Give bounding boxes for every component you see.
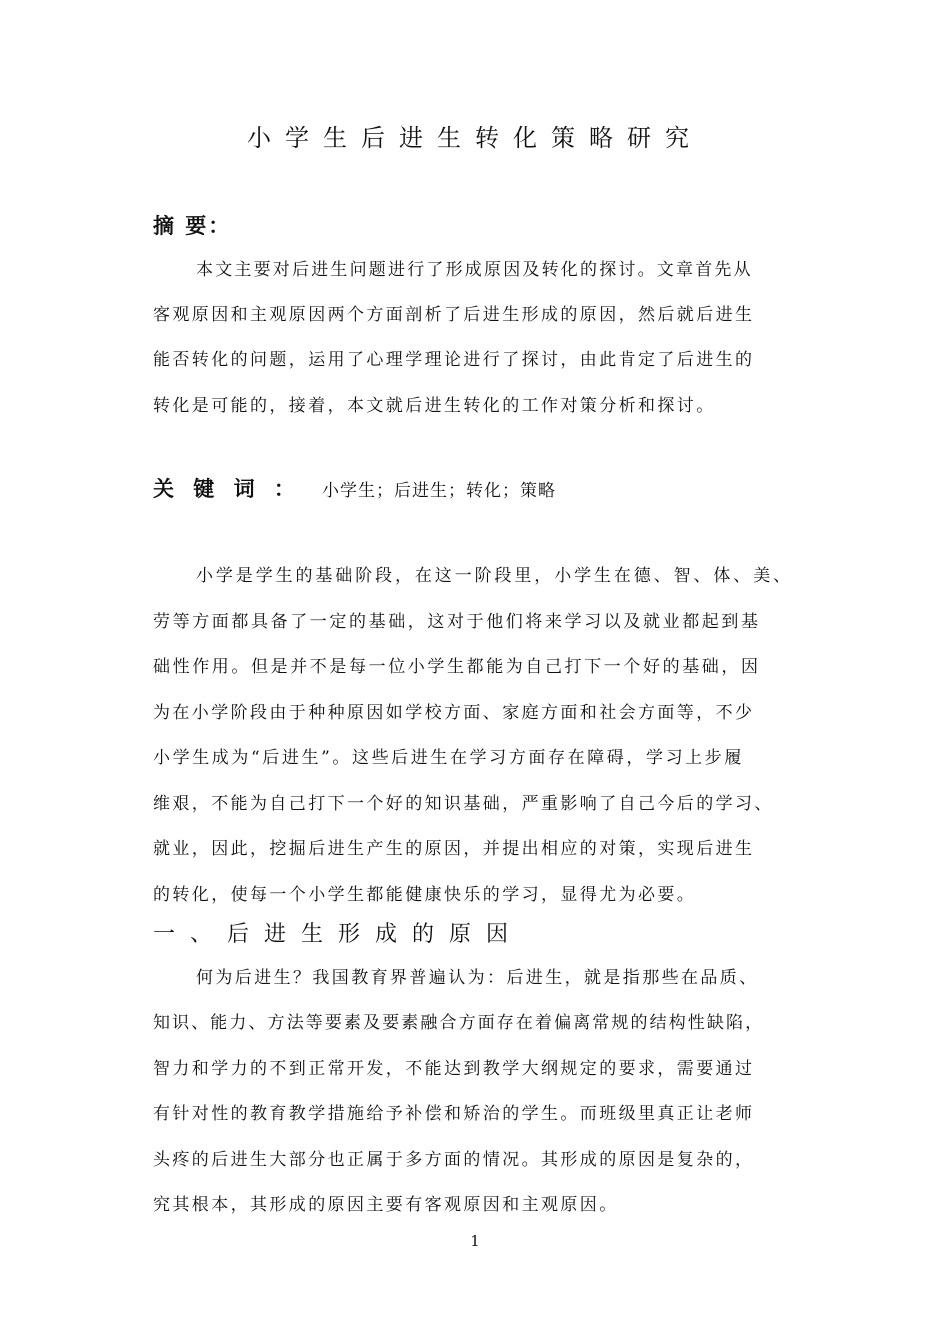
abstract-line: 能否转化的问题，运用了心理学理论进行了探讨，由此肯定了后进生的 (153, 350, 755, 370)
section-line: 究其根本，其形成的原因主要有客观原因和主观原因。 (153, 1195, 619, 1215)
abstract-line: 本文主要对后进生问题进行了形成原因及转化的探讨。文章首先从 (196, 260, 753, 280)
page-number: 1 (470, 1232, 480, 1250)
abstract-heading: 摘 要： (153, 214, 232, 238)
abstract-line: 转化是可能的，接着，本文就后进生转化的工作对策分析和探讨。 (153, 396, 716, 416)
section-heading: 一 、 后 进 生 形 成 的 原 因 (153, 922, 512, 947)
intro-line: 维艰，不能为自己打下一个好的知识基础，严重影响了自己今后的学习、 (153, 794, 774, 814)
section-line: 头疼的后进生大部分也正属于多方面的情况。其形成的原因是复杂的， (153, 1150, 755, 1170)
intro-line: 的转化，使每一个小学生都能健康快乐的学习，显得尤为必要。 (153, 885, 697, 905)
section-line: 智力和学力的不到正常开发，不能达到教学大纲规定的要求，需要通过 (153, 1059, 755, 1079)
section-line: 何为后进生？我国教育界普遍认为：后进生，就是指那些在品质、 (196, 968, 759, 988)
section-line: 有针对性的教育教学措施给予补偿和矫治的学生。而班级里真正让老师 (153, 1104, 755, 1124)
section-line: 知识、能力、方法等要素及要素融合方面存在着偏离常规的结构性缺陷， (153, 1013, 765, 1033)
document-title: 小学生后进生转化策略研究 (247, 124, 703, 152)
intro-line: 小学是学生的基础阶段，在这一阶段里，小学生在德、智、体、美、 (196, 566, 793, 586)
intro-line: 础性作用。但是并不是每一位小学生都能为自己打下一个好的基础，因 (153, 657, 761, 677)
intro-line: 劳等方面都具备了一定的基础，这对于他们将来学习以及就业都起到基 (153, 612, 761, 632)
keywords-value: 小学生；后进生；转化；策略 (322, 481, 556, 501)
intro-line: 就业，因此，挖掘后进生产生的原因，并提出相应的对策，实现后进生 (153, 839, 755, 859)
intro-line: 小学生成为“后进生”。这些后进生在学习方面存在障碍，学习上步履 (153, 748, 744, 768)
abstract-line: 客观原因和主观原因两个方面剖析了后进生形成的原因，然后就后进生 (153, 305, 755, 325)
intro-line: 为在小学阶段由于种种原因如学校方面、家庭方面和社会方面等，不少 (153, 703, 755, 723)
keywords-heading: 关 键 词 ： (153, 477, 301, 501)
